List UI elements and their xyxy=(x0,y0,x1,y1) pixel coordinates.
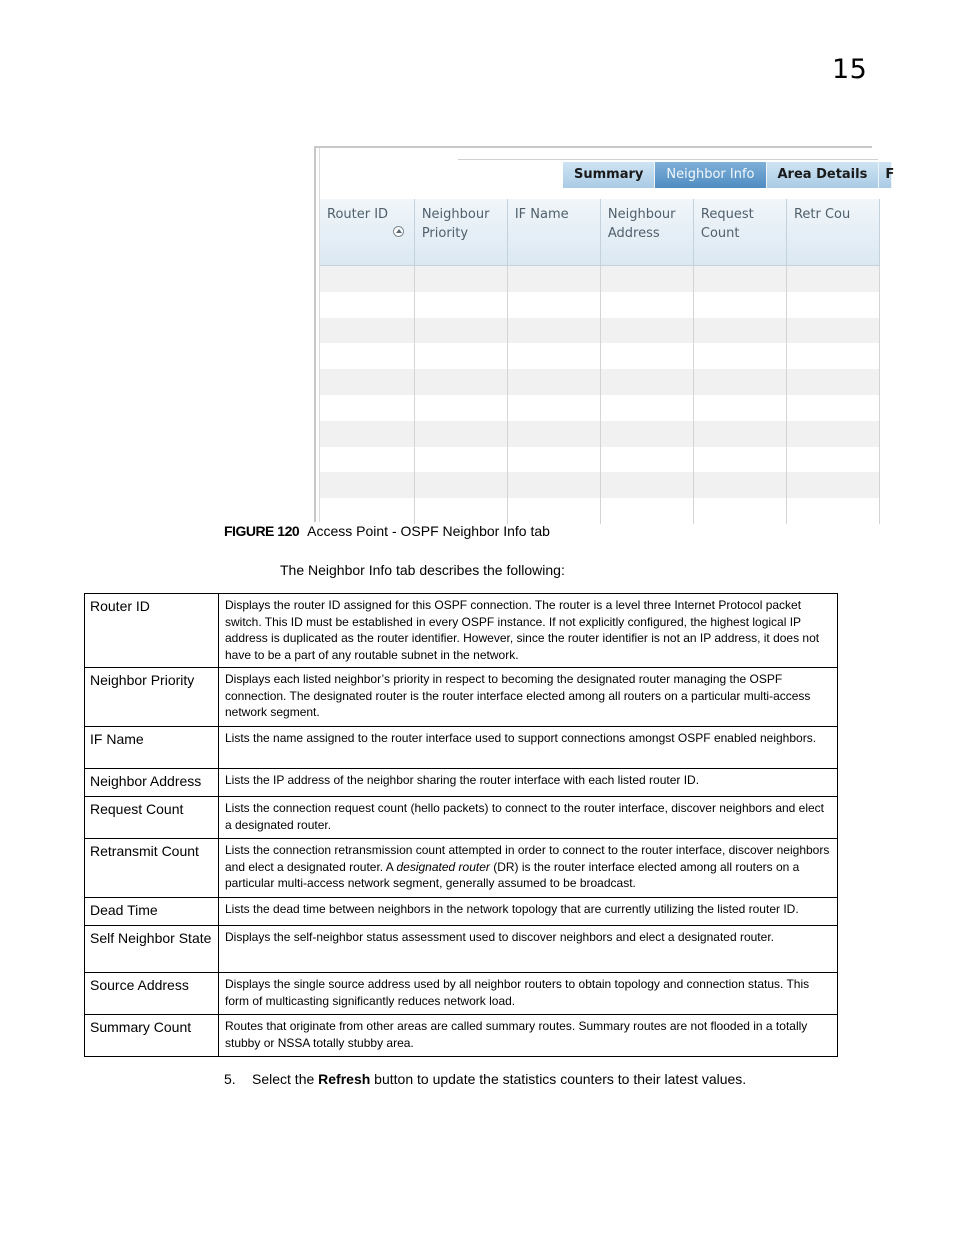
grid-cell xyxy=(508,266,601,292)
table-row xyxy=(85,973,838,1015)
row-term: Self Neighbor State xyxy=(85,926,219,973)
grid-body xyxy=(320,266,880,524)
grid-cell xyxy=(601,292,694,318)
step-suffix: button to update the statistics counters to their latest values. xyxy=(370,1071,747,1087)
row-description: Lists the connection request count (hello packets) to connect to the router interface, discover neighbors and elect a designated router. xyxy=(219,797,838,839)
column-header-label: IF Name xyxy=(514,207,569,222)
table-row xyxy=(85,594,838,668)
row-description: Displays the single source address used by all neighbor routers to obtain topology and connection status. This form of multicasting significantly reduces network load. xyxy=(219,973,838,1015)
grid-cell xyxy=(320,369,415,395)
column-header-label: Retr Cou xyxy=(793,207,851,222)
column-header-if-name[interactable] xyxy=(508,199,601,265)
grid-cell xyxy=(415,266,508,292)
row-description: Lists the dead time between neighbors in the network topology that are currently utilizing the listed router ID. xyxy=(219,898,838,926)
grid-cell xyxy=(320,447,415,473)
grid-cell xyxy=(415,447,508,473)
grid-row[interactable] xyxy=(320,369,880,395)
sort-ascending-icon[interactable] xyxy=(393,226,404,237)
grid-cell xyxy=(787,369,880,395)
grid-cell xyxy=(508,472,601,498)
grid-row[interactable] xyxy=(320,498,880,524)
grid-cell xyxy=(415,421,508,447)
grid-cell xyxy=(787,343,880,369)
grid-cell xyxy=(508,292,601,318)
grid-cell xyxy=(508,318,601,344)
grid-cell xyxy=(320,498,415,524)
row-description: Displays the router ID assigned for this OSPF connection. The router is a level three Internet Protocol packet switch. This ID must be established in every OSPF instance. If not explicitly configured, the highest logical IP address is duplicated as the router identifier. However, since the router identifier is not an IP address, it does not have to be a part of any routable subnet in the network. xyxy=(219,594,838,668)
step-5 xyxy=(224,1071,746,1087)
tab-summary[interactable]: Summary xyxy=(563,162,655,188)
grid-cell xyxy=(694,395,787,421)
grid-row[interactable] xyxy=(320,266,880,292)
row-description: Lists the IP address of the neighbor sharing the router interface with each listed router ID. xyxy=(219,769,838,797)
figure-caption xyxy=(224,523,550,539)
grid-cell xyxy=(415,395,508,421)
neighbor-info-screenshot xyxy=(314,146,895,522)
table-row xyxy=(85,797,838,839)
row-term: IF Name xyxy=(85,727,219,769)
tab-bar-line xyxy=(458,159,878,160)
table-row xyxy=(85,727,838,769)
figure-title: Access Point - OSPF Neighbor Info tab xyxy=(307,523,550,539)
column-header-label: Request Count xyxy=(700,207,754,241)
description-text: Lists the connection retransmission count attempted in order to connect to the router interface, discover neighbors and elect a designated router. A xyxy=(225,843,830,874)
grid-cell xyxy=(601,318,694,344)
row-term: Router ID xyxy=(85,594,219,668)
table-row xyxy=(85,898,838,926)
grid-cell xyxy=(415,292,508,318)
table-row xyxy=(85,926,838,973)
grid-cell xyxy=(415,472,508,498)
column-header-neighbour-priority[interactable] xyxy=(415,199,508,265)
table-row xyxy=(85,1015,838,1057)
grid-cell xyxy=(694,421,787,447)
grid-cell xyxy=(415,343,508,369)
column-header-request-count[interactable] xyxy=(694,199,787,265)
grid-cell xyxy=(601,369,694,395)
grid-cell xyxy=(694,472,787,498)
grid-cell xyxy=(787,395,880,421)
grid-cell xyxy=(694,266,787,292)
row-term: Neighbor Address xyxy=(85,769,219,797)
grid-cell xyxy=(601,395,694,421)
grid-cell xyxy=(694,369,787,395)
grid-row[interactable] xyxy=(320,447,880,473)
row-term: Neighbor Priority xyxy=(85,668,219,727)
grid-cell xyxy=(320,421,415,447)
column-header-neighbour-address[interactable] xyxy=(601,199,694,265)
tab-bar xyxy=(563,162,895,188)
grid-cell xyxy=(787,266,880,292)
row-description: Displays the self-neighbor status assessment used to discover neighbors and elect a designated router. xyxy=(219,926,838,973)
grid-header xyxy=(320,199,880,266)
grid-cell xyxy=(601,447,694,473)
grid-cell xyxy=(508,447,601,473)
row-term: Summary Count xyxy=(85,1015,219,1057)
intro-sentence xyxy=(280,562,565,578)
grid-cell xyxy=(694,447,787,473)
grid-cell xyxy=(787,421,880,447)
grid-cell xyxy=(320,292,415,318)
grid-row[interactable] xyxy=(320,292,880,318)
grid-cell xyxy=(320,266,415,292)
grid-cell xyxy=(508,369,601,395)
row-term: Retransmit Count xyxy=(85,839,219,898)
tab-neighbor-info[interactable]: Neighbor Info xyxy=(655,162,766,188)
grid-cell xyxy=(787,292,880,318)
grid-cell xyxy=(601,421,694,447)
grid-cell xyxy=(601,343,694,369)
grid-row[interactable] xyxy=(320,318,880,344)
intro-suffix: tab describes the following: xyxy=(392,562,565,578)
grid-cell xyxy=(787,498,880,524)
row-term: Request Count xyxy=(85,797,219,839)
grid-cell xyxy=(601,472,694,498)
grid-cell xyxy=(508,421,601,447)
grid-row[interactable] xyxy=(320,472,880,498)
parameter-table xyxy=(84,593,838,1057)
grid-cell xyxy=(694,318,787,344)
column-header-label: Neighbour Address xyxy=(607,207,676,241)
column-header-label: Router ID xyxy=(327,207,389,222)
grid-cell xyxy=(601,266,694,292)
row-description: Displays each listed neighbor’s priority in respect to becoming the designated router managing the OSPF connection. The designated router is the router interface elected among all routers on a particular multi-access network segment. xyxy=(219,668,838,727)
step-number: 5. xyxy=(224,1071,236,1087)
grid-cell xyxy=(415,318,508,344)
grid-cell xyxy=(320,318,415,344)
chapter-number: 15 xyxy=(832,54,868,85)
column-header-retransmit-count[interactable] xyxy=(787,199,880,265)
step-prefix: Select the xyxy=(252,1071,319,1087)
grid-cell xyxy=(320,343,415,369)
grid-row[interactable] xyxy=(320,421,880,447)
table-row xyxy=(85,839,838,898)
grid-cell xyxy=(415,498,508,524)
neighbor-grid xyxy=(320,199,880,524)
row-term: Dead Time xyxy=(85,898,219,926)
description-text: (DR) is the router interface elected among all routers on a particular multi-access network segment, generally assumed to be broadcast. xyxy=(225,859,800,890)
column-header-label: Neighbour Priority xyxy=(421,207,490,241)
grid-cell xyxy=(508,395,601,421)
row-description xyxy=(219,839,838,898)
grid-row[interactable] xyxy=(320,395,880,421)
grid-cell xyxy=(694,292,787,318)
grid-cell xyxy=(320,472,415,498)
grid-cell xyxy=(508,498,601,524)
intro-term: Neighbor Info xyxy=(308,562,393,578)
grid-cell xyxy=(320,395,415,421)
grid-cell xyxy=(787,447,880,473)
grid-cell xyxy=(694,498,787,524)
grid-cell xyxy=(787,318,880,344)
grid-cell xyxy=(787,472,880,498)
row-description: Routes that originate from other areas are called summary routes. Summary routes are not flooded in a totally stubby or NSSA totally stubby area. xyxy=(219,1015,838,1057)
tab-truncated[interactable]: F xyxy=(879,162,892,188)
row-term: Source Address xyxy=(85,973,219,1015)
tab-area-details[interactable]: Area Details xyxy=(767,162,880,188)
grid-row[interactable] xyxy=(320,343,880,369)
table-row xyxy=(85,769,838,797)
row-description: Lists the name assigned to the router interface used to support connections amongst OSPF enabled neighbors. xyxy=(219,727,838,769)
table-row xyxy=(85,668,838,727)
grid-cell xyxy=(601,498,694,524)
grid-cell xyxy=(415,369,508,395)
description-emphasis: designated router xyxy=(396,859,490,874)
refresh-term: Refresh xyxy=(318,1071,371,1087)
grid-cell xyxy=(508,343,601,369)
grid-cell xyxy=(694,343,787,369)
figure-label: FIGURE 120 xyxy=(224,523,300,539)
intro-prefix: The xyxy=(280,562,309,578)
column-header-router-id[interactable] xyxy=(320,199,415,265)
